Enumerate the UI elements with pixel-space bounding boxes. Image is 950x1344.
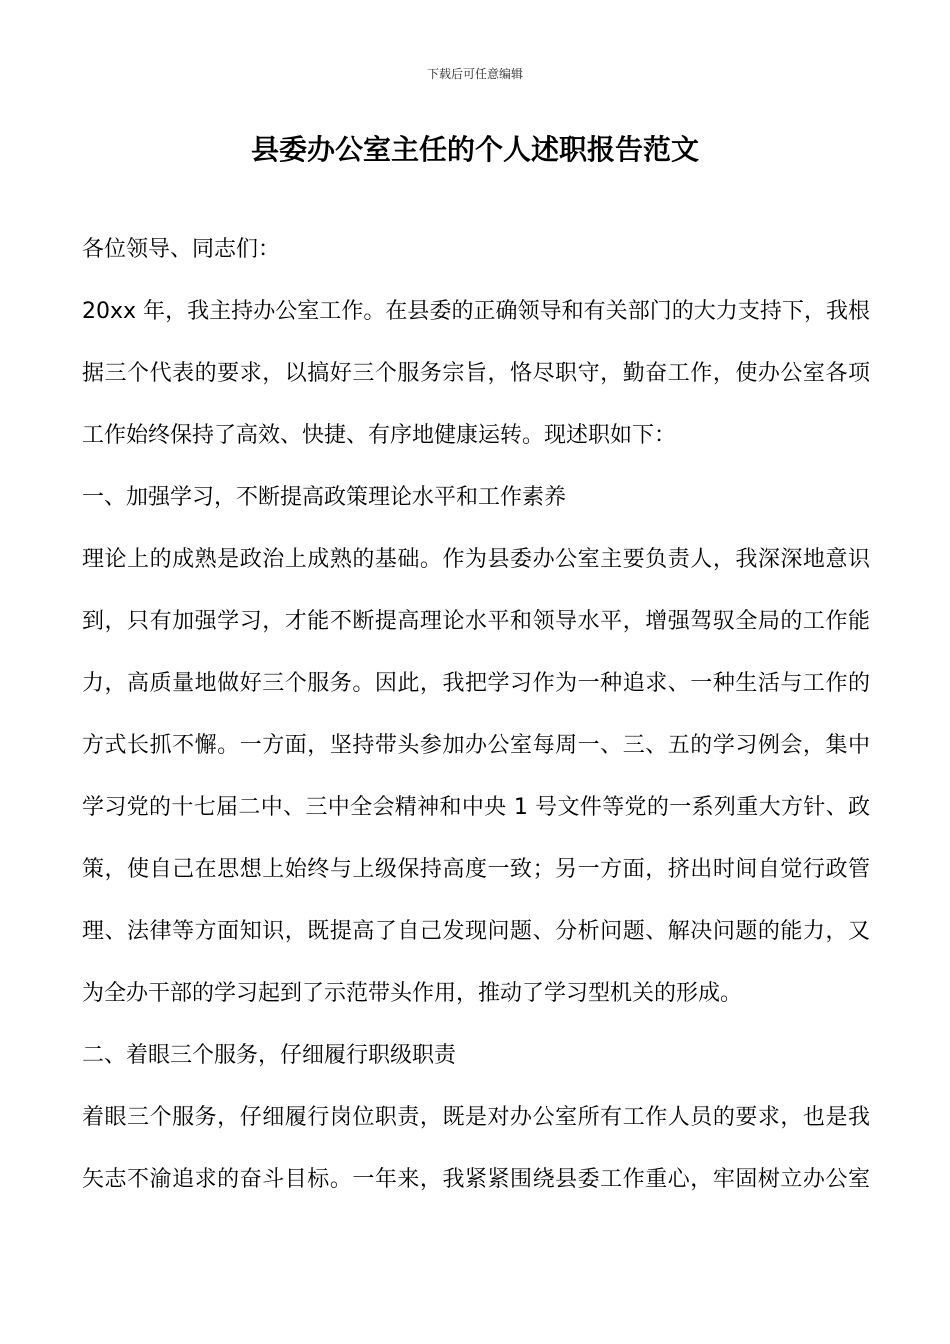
text-line: 理论上的成熟是政治上成熟的基础。作为县委办公室主要负责人，我深深地意识 xyxy=(82,547,870,572)
text-line: 理、法律等方面知识，既提高了自己发现问题、分析问题、解决问题的能力，又 xyxy=(82,919,870,944)
text-line: 据三个代表的要求，以搞好三个服务宗旨，恪尽职守，勤奋工作，使办公室各项 xyxy=(82,361,870,386)
text-line: 工作始终保持了高效、快捷、有序地健康运转。现述职如下： xyxy=(82,423,677,448)
document-title: 县委办公室主任的个人述职报告范文 xyxy=(250,133,699,166)
text-line: 矢志不渝追求的奋斗目标。一年来，我紧紧围绕县委工作重心，牢固树立办公室 xyxy=(82,1167,870,1192)
text-line: 各位领导、同志们： xyxy=(82,237,281,262)
document-body xyxy=(82,219,870,1211)
text-line: 为全办干部的学习起到了示范带头作用，推动了学习型机关的形成。 xyxy=(82,981,743,1006)
text-line: 方式长抓不懈。一方面，坚持带头参加办公室每周一、三、五的学习例会，集中 xyxy=(82,733,870,758)
text-line: 学习党的十七届二中、三中全会精神和中央 1 号文件等党的一系列重大方针、政 xyxy=(82,795,870,820)
text-line: 一、加强学习，不断提高政策理论水平和工作素养 xyxy=(82,485,567,510)
text-line: 二、着眼三个服务，仔细履行职级职责 xyxy=(82,1043,457,1068)
text-line: 到，只有加强学习，才能不断提高理论水平和领导水平，增强驾驭全局的工作能 xyxy=(82,609,870,634)
header-note: 下载后可任意编辑 xyxy=(426,67,523,81)
text-line: 着眼三个服务，仔细履行岗位职责，既是对办公室所有工作人员的要求，也是我 xyxy=(82,1105,870,1130)
text-line: 20xx 年，我主持办公室工作。在县委的正确领导和有关部门的大力支持下，我根 xyxy=(82,299,870,324)
text-line: 力，高质量地做好三个服务。因此，我把学习作为一种追求、一种生活与工作的 xyxy=(82,671,870,696)
text-line: 策，使自己在思想上始终与上级保持高度一致；另一方面，挤出时间自觉行政管 xyxy=(82,857,870,882)
